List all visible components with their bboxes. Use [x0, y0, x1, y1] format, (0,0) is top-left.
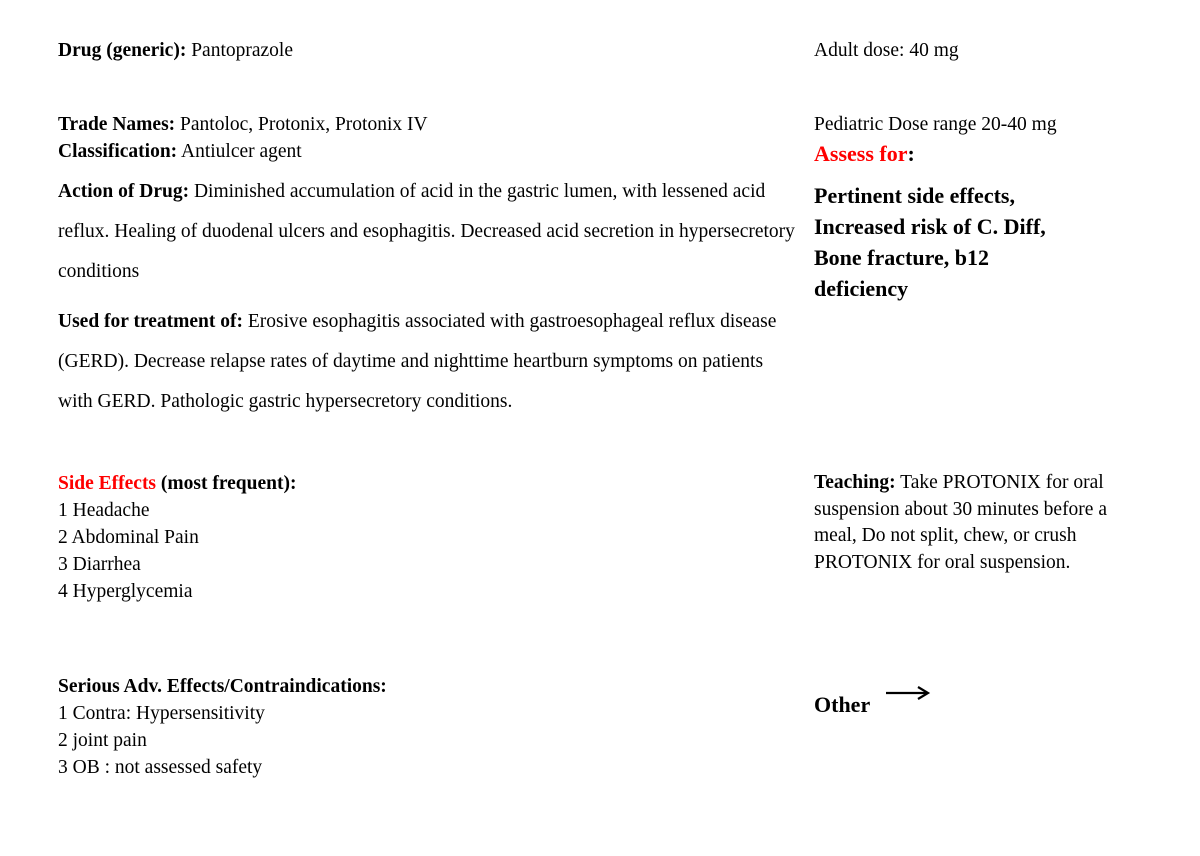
side-effects-section	[58, 470, 296, 605]
teaching-label: Teaching:	[814, 472, 896, 493]
assess-line: Increased risk of C. Diff,	[814, 214, 1046, 239]
side-effects-label: Side Effects	[58, 473, 157, 494]
used-for-label: Used for treatment of:	[58, 311, 244, 332]
assess-list	[814, 180, 1046, 304]
action-paragraph	[58, 172, 798, 292]
assess-label: Assess for	[814, 141, 908, 166]
serious-item: 3 OB : not assessed safety	[58, 757, 263, 778]
serious-item: 1 Contra: Hypersensitivity	[58, 703, 265, 724]
serious-item: 2 joint pain	[58, 730, 147, 751]
used-for-value: Erosive esophagitis associated with gastroesophageal reflux disease (GERD). Decrease relapse rates of daytime and nighttime heartburn symptoms on patients with GERD. Pathologic gastric hypersecretory conditions.	[58, 311, 777, 412]
drug-generic-line	[58, 37, 293, 64]
side-effects-qualifier: (most frequent):	[160, 473, 297, 494]
action-label: Action of Drug:	[58, 181, 190, 202]
right-arrow-icon	[884, 684, 932, 704]
side-effect-item: 3 Diarrhea	[58, 554, 141, 575]
teaching-value: Take PROTONIX for oral suspension about 30 minutes before a meal, Do not split, chew, or crush PROTONIX for oral suspension.	[814, 472, 1107, 573]
used-for-paragraph	[58, 302, 798, 422]
drug-generic-label: Drug (generic):	[58, 40, 187, 61]
assess-heading	[814, 139, 915, 169]
pediatric-dose: Pediatric Dose range 20-40 mg	[814, 114, 1057, 135]
classification-value: Antiulcer agent	[180, 141, 302, 162]
serious-label: Serious Adv. Effects/Contraindications:	[58, 676, 387, 697]
serious-section	[58, 673, 387, 781]
classification-line	[58, 138, 302, 165]
classification-label: Classification:	[58, 141, 178, 162]
assess-colon: :	[907, 141, 915, 166]
assess-line: deficiency	[814, 276, 909, 301]
side-effects-heading	[58, 470, 296, 497]
right-arrow-svg	[884, 684, 932, 704]
trade-names-line	[58, 111, 428, 138]
adult-dose: Adult dose: 40 mg	[814, 40, 959, 61]
other-label: Other	[814, 692, 871, 717]
trade-names-value: Pantoloc, Protonix, Protonix IV	[180, 114, 428, 135]
trade-names-label: Trade Names:	[58, 114, 176, 135]
assess-line: Bone fracture, b12	[814, 245, 989, 270]
drug-generic-value: Pantoprazole	[191, 40, 293, 61]
action-value: Diminished accumulation of acid in the gastric lumen, with lessened acid reflux. Healing of duodenal ulcers and esophagitis. Decreased acid secretion in hypersecretory conditions	[58, 181, 795, 282]
side-effect-item: 4 Hyperglycemia	[58, 581, 193, 602]
assess-line: Pertinent side effects,	[814, 183, 1015, 208]
teaching-paragraph	[814, 470, 1154, 576]
side-effect-item: 1 Headache	[58, 500, 150, 521]
side-effect-item: 2 Abdominal Pain	[58, 527, 199, 548]
